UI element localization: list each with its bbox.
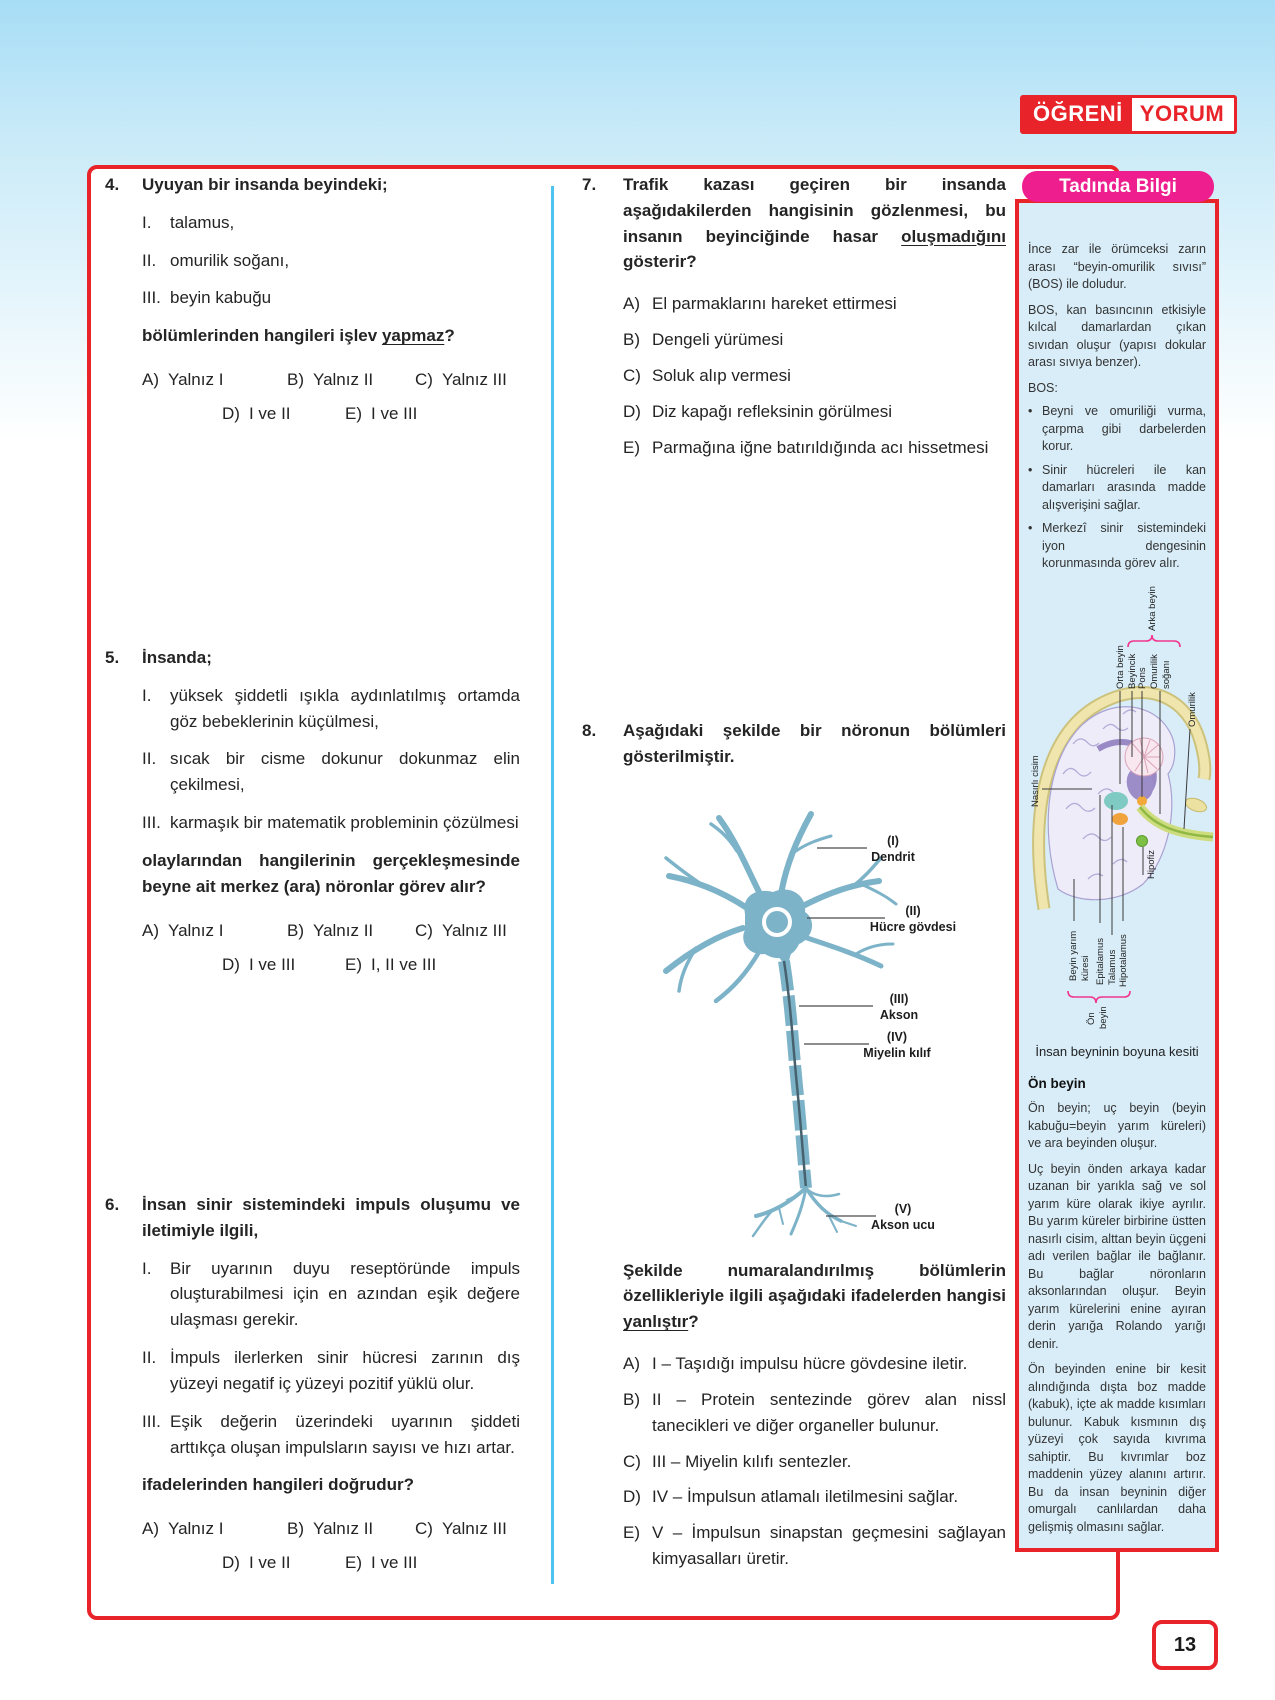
brand-logo <box>1020 95 1237 134</box>
sidebar-paragraph: Uç beyin önden arkaya kadar uzanan bir yarıkla sağ ve sol yarım küre olarak ikiye ayrılır. Bu yarım küreler birbirine üstten nasırlı cisim, alttan beyin üçgeni adı verilen bağlar ile bağlanır. Bu bağlar nöronların aksonlarından oluşur. Beyin yarım kürelerini enine ayıran derin yarığa Rolando yarığı denir. <box>1028 1161 1206 1351</box>
sidebar-tab: Tadında Bilgi <box>1022 171 1214 202</box>
question-number: 6. <box>105 1195 120 1214</box>
option-e: E) Parmağına iğne batırıldığında acı hissetmesi <box>623 437 989 457</box>
option-d: D) Diz kapağı refleksinin görülmesi <box>623 401 892 421</box>
diagram-label: Omurilik <box>1187 691 1198 727</box>
diagram-label: Hipotalamus <box>1118 933 1129 987</box>
neuron-drawing <box>641 796 981 1248</box>
option-e: E) V – İmpulsun sinapstan geçmesini sağlayan kimyasalları üretir. <box>623 1523 1006 1569</box>
diagram-label: Nasırlı cisim <box>1030 754 1041 807</box>
bullet-marker: • <box>1028 404 1033 418</box>
figure-label-name: Miyelin kılıf <box>863 1045 931 1060</box>
option-e: E) I ve III <box>345 1553 418 1573</box>
figure-label-roman: (IV) <box>886 1029 908 1044</box>
diagram-label: Ön <box>1086 1011 1097 1025</box>
diagram-label: Epitalamus <box>1095 937 1106 985</box>
figure-label-name: Akson <box>879 1007 919 1022</box>
question-number: 4. <box>105 175 120 194</box>
thalamus-icon <box>1104 792 1128 810</box>
diagram-label: Hipofiz <box>1146 849 1157 879</box>
option-d: D) IV – İmpulsun atlamalı iletilmesini sağlar. <box>623 1487 959 1507</box>
diagram-label: Pons <box>1137 666 1148 689</box>
question-7 <box>582 172 1006 470</box>
question-number: 8. <box>582 721 597 740</box>
diagram-caption: İnsan beyninin boyuna kesiti <box>1035 1044 1199 1059</box>
diagram-label: Arka beyin <box>1147 585 1158 631</box>
option-b: B) II – Protein sentezinde görev alan nissl tanecikleri ve diğer organeller bulunur. <box>623 1389 1006 1435</box>
diagram-label: Omurilik <box>1149 653 1160 689</box>
question-prompt: olaylarından hangilerinin gerçekleşmesinde beyne ait merkez (ara) nöronlar görev alır? <box>142 850 520 896</box>
sidebar-heading: Ön beyin <box>1028 1076 1086 1092</box>
options-row <box>142 918 520 944</box>
question-4 <box>105 172 520 427</box>
options-row <box>142 1516 520 1542</box>
list-item: III. Eşik değerin üzerindeki uyarının şiddeti arttıkça oluşan impulsların sayısı ve hızı artar. <box>142 1411 520 1457</box>
list-item: III. karmaşık bir matematik probleminin çözülmesi <box>142 813 519 833</box>
sidebar-paragraph: BOS, kan basıncının etkisiyle kılcal damarlardan çıkan sıvıdan oluşur (yapısı dokular arası sıvıya benzer). <box>1028 302 1206 369</box>
option-c: C) Yalnız III <box>415 920 507 940</box>
question-prompt: Şekilde numaralandırılmış bölümlerin özellikleriyle ilgili aşağıdaki ifadelerden hangisi yanlıştır? <box>623 1260 1006 1332</box>
option-d: D) I ve II <box>222 404 291 424</box>
question-stem: Trafik kazası geçiren bir insanda aşağıdakilerden hangisinin gözlenmesi, bu insanın beyinciğinde hasar oluşmadığını gösterir? <box>623 175 1006 272</box>
question-stem: Aşağıdaki şekilde bir nöronun bölümleri gösterilmiştir. <box>623 721 1006 766</box>
hypothalamus-icon <box>1112 813 1128 825</box>
options-row <box>142 1550 520 1576</box>
list-item: III. beyin kabuğu <box>142 288 272 308</box>
brain-diagram <box>1028 579 1206 1040</box>
option-c: C) Yalnız III <box>415 1519 507 1539</box>
option-c: C) III – Miyelin kılıfı sentezler. <box>623 1451 852 1471</box>
option-b: B) Yalnız II <box>287 920 374 940</box>
question-5 <box>105 645 520 978</box>
sidebar-paragraph: İnce zar ile örümceksi zarın arası “beyin-omurilik sıvısı” (BOS) ile doludur. <box>1028 242 1206 291</box>
question-prompt: ifadelerinden hangileri doğrudur? <box>142 1475 415 1495</box>
bullet-marker: • <box>1028 521 1033 535</box>
question-stem: İnsan sinir sistemindeki impuls oluşumu ve iletimiyle ilgili, <box>142 1195 520 1240</box>
brand-left: ÖĞRENİ <box>1023 98 1132 131</box>
bullet-marker: • <box>1028 462 1033 477</box>
diagram-label: Orta beyin <box>1115 644 1126 689</box>
brace-on-beyin <box>1068 991 1130 1003</box>
list-item: II. İmpuls ilerlerken sinir hücresi zarının dış yüzeyi negatif iç yüzeyi pozitif yüklü olur. <box>142 1348 520 1393</box>
option-d: D) I ve II <box>222 1553 291 1573</box>
pons-icon <box>1137 796 1147 806</box>
axon-terminal-icon <box>753 1188 856 1236</box>
option-c: C) Yalnız III <box>415 370 507 390</box>
bullet-item: • Merkezî sinir sistemindeki iyon dengesinin korunmasında görev alır. <box>1028 520 1206 573</box>
option-b: B) Yalnız II <box>287 1519 374 1539</box>
figure-label-roman: (II) <box>905 903 921 918</box>
diagram-label: Beyin yarım <box>1068 930 1079 981</box>
list-item: II. omurilik soğanı, <box>142 250 290 270</box>
question-8 <box>582 718 1006 1582</box>
option-a: A) Yalnız I <box>142 370 224 390</box>
option-e: E) I, II ve III <box>345 954 437 974</box>
diagram-label: Talamus <box>1107 949 1118 985</box>
sidebar-info-box <box>1015 199 1219 1552</box>
brand-right: YORUM <box>1132 98 1234 131</box>
option-b: B) Yalnız II <box>287 370 374 390</box>
question-number: 5. <box>105 648 120 667</box>
diagram-label: soğanı <box>1161 659 1172 689</box>
bullet-item: • Beyni ve omuriliği vurma, çarpma gibi darbelerden korur. <box>1028 403 1206 456</box>
diagram-label: Beyincik <box>1127 653 1138 689</box>
list-item: I. talamus, <box>142 212 235 232</box>
question-prompt: bölümlerinden hangileri işlev yapmaz? <box>142 326 455 346</box>
neuron-figure <box>623 770 1006 1252</box>
diagram-label: beyin <box>1098 1005 1109 1029</box>
option-a: A) Yalnız I <box>142 920 224 940</box>
question-stem: Uyuyan bir insanda beyindeki; <box>142 175 388 194</box>
figure-label-roman: (III) <box>889 991 909 1006</box>
brace-arka-beyin <box>1128 635 1180 647</box>
option-c: C) Soluk alıp vermesi <box>623 365 791 385</box>
sidebar-paragraph: Ön beyin; uç beyin (beyin kabuğu=beyin yarım küreleri) ve ara beyinden oluşur. <box>1028 1101 1206 1151</box>
skull-base-icon <box>1184 795 1209 814</box>
column-divider <box>551 186 554 1584</box>
option-d: D) I ve III <box>222 954 296 974</box>
sidebar-paragraph: Ön beyinden enine bir kesit alındığında dışta boz madde (kabuk), içte ak madde kısımları bulunur. Kabuk kısmının dış yüzeyi çok sayıda kıvrıma sahiptir. Bu kıvrımlar boz maddenin yüzey alanını artırır. Bu da insan beyninin diğer omurgalı canlılardan daha gelişmiş olmasını sağlar. <box>1028 1362 1206 1534</box>
option-a: A) Yalnız I <box>142 1519 224 1539</box>
hypophysis-icon <box>1137 835 1148 846</box>
options-row <box>142 367 520 393</box>
list-item: II. sıcak bir cisme dokunur dokunmaz elin çekilmesi, <box>142 749 520 795</box>
list-item: I. Bir uyarının duyu reseptöründe impuls oluşturabilmesi için en azından eşik değere ulaşması gerekir. <box>142 1258 520 1330</box>
option-b: B) Dengeli yürümesi <box>623 330 784 350</box>
option-a: A) I – Taşıdığı impulsu hücre gövdesine iletir. <box>623 1354 968 1374</box>
options-row <box>142 401 520 427</box>
sidebar-bos-label: BOS: <box>1028 380 1058 395</box>
figure-label-name: Dendrit <box>871 849 915 864</box>
figure-label-name: Akson ucu <box>871 1217 935 1232</box>
figure-label-name: Hücre gövdesi <box>869 919 957 934</box>
list-item: I. yüksek şiddetli ışıkla aydınlatılmış ortamda göz bebeklerinin küçülmesi, <box>142 685 520 731</box>
diagram-label: küresi <box>1080 955 1091 981</box>
figure-label-roman: (I) <box>887 833 899 848</box>
question-6 <box>105 1192 520 1576</box>
option-e: E) I ve III <box>345 404 418 424</box>
page-number-tab: 13 <box>1152 1620 1218 1670</box>
question-number: 7. <box>582 175 597 194</box>
axon-core-icon <box>784 961 806 1188</box>
options-row <box>142 952 520 978</box>
bullet-item: • Sinir hücreleri ile kan damarları arasında madde alışverişini sağlar. <box>1028 462 1206 515</box>
option-a: A) El parmaklarını hareket ettirmesi <box>623 294 897 314</box>
question-stem: İnsanda; <box>142 648 212 667</box>
brain-drawing <box>1028 579 1218 1034</box>
figure-label-roman: (V) <box>894 1201 912 1216</box>
